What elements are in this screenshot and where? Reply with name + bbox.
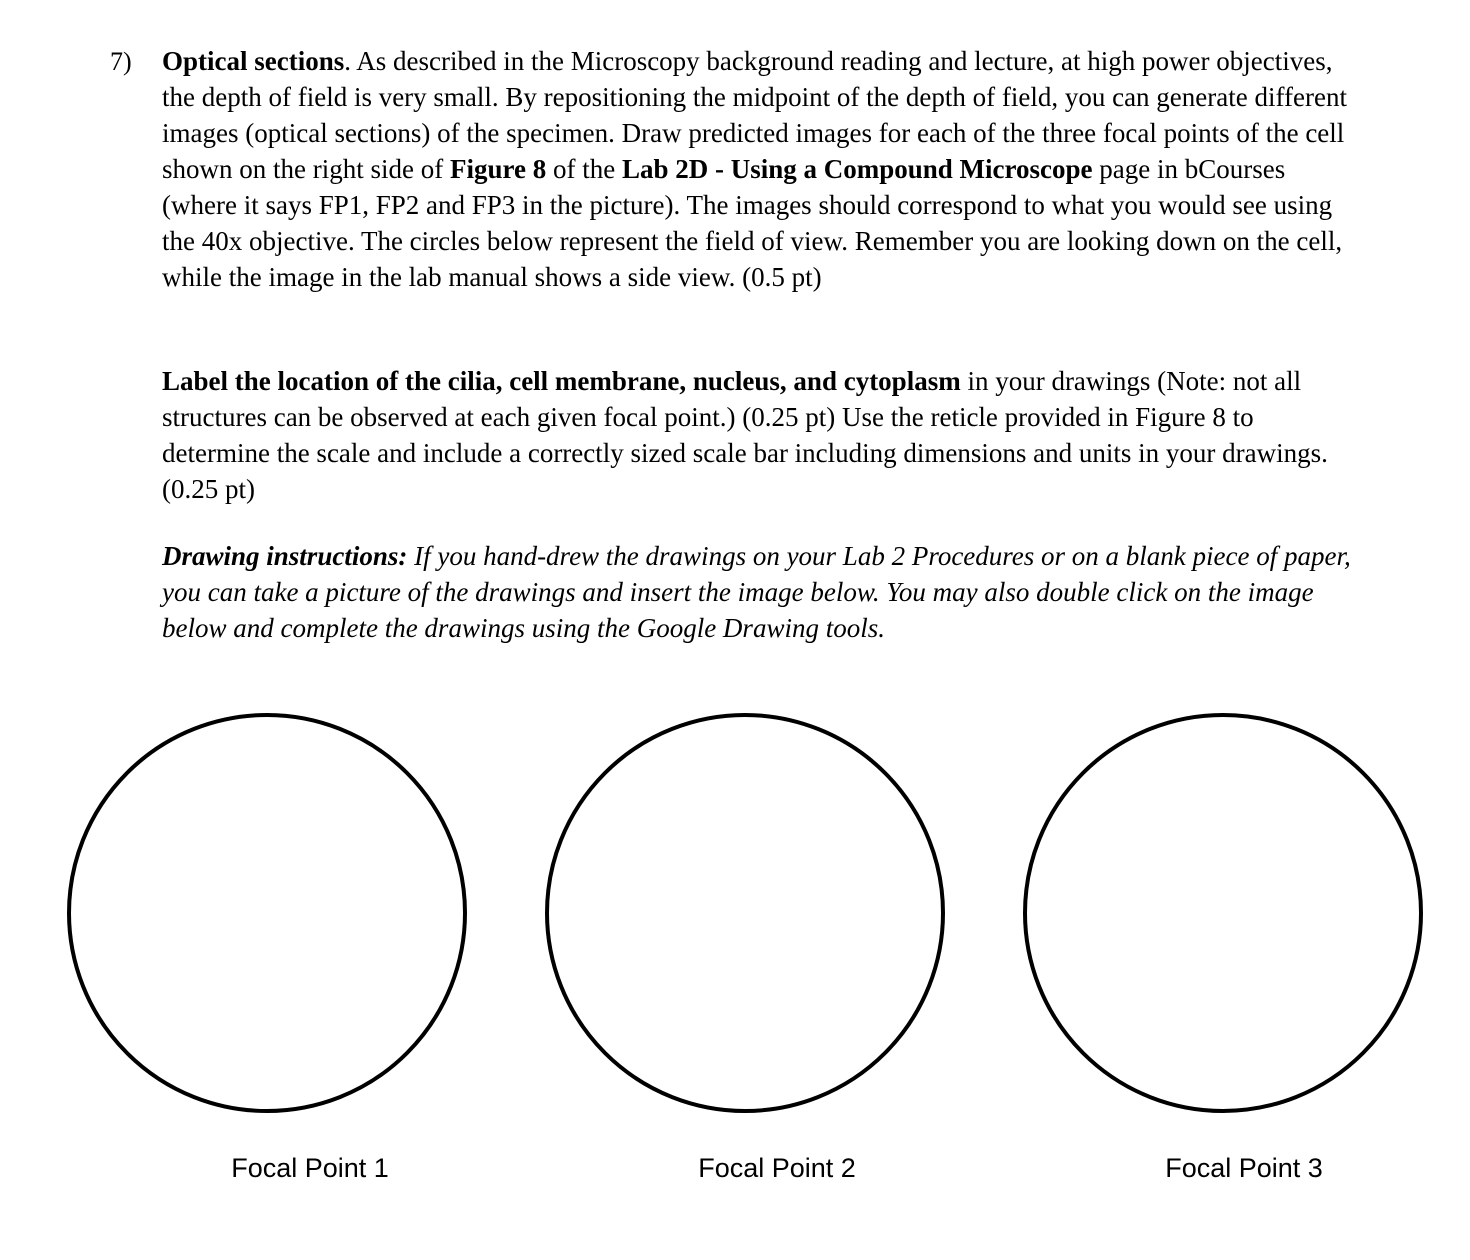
drawing-instructions — [162, 538, 1352, 646]
field-of-view-drawing[interactable] — [0, 700, 1470, 1130]
focal-point-1-label: Focal Point 1 — [231, 1153, 389, 1183]
focal-point-2-label: Focal Point 2 — [698, 1153, 856, 1183]
drawing-instructions-bold: Drawing instructions: — [162, 541, 408, 571]
intro-paragraph — [162, 43, 1352, 295]
intro-text-3: page in bCourses (where it says FP1, FP2 and FP3 in the picture). The images should correspond to what you would see using the 40x objective. The circles below represent the field of view. Remember you are looking down on the cell, while the image in the lab manual shows a side view. (0.5 pt) — [162, 154, 1343, 292]
lab-reference: Lab 2D - Using a Compound Microscope — [621, 154, 1093, 184]
field-of-view-circle-3[interactable] — [1025, 715, 1421, 1111]
drawing-instructions-text: If you hand-drew the drawings on your Lab 2 Procedures or on a blank piece of paper, you can take a picture of the drawings and insert the image below. You may also double click on the image below and complete the drawings using the Google Drawing tools. — [162, 541, 1351, 643]
drawing-area[interactable] — [0, 700, 1470, 1130]
label-paragraph-text: in your drawings (Note: not all structures can be observed at each given focal point.) (0.25 pt) Use the reticle provided in Figure 8 to determine the scale and include a correctly sized scale bar including dimensions and units in your drawings. (0.25 pt) — [162, 366, 1328, 504]
figure-reference: Figure 8 — [449, 154, 547, 184]
label-paragraph — [162, 363, 1352, 507]
intro-text-2: of the — [546, 154, 622, 184]
question-number: 7) — [110, 47, 132, 76]
intro-title: Optical sections — [162, 46, 345, 76]
focal-point-3-label: Focal Point 3 — [1165, 1153, 1323, 1183]
field-of-view-circle-1[interactable] — [69, 715, 465, 1111]
label-paragraph-bold: Label the location of the cilia, cell membrane, nucleus, and cytoplasm — [162, 366, 961, 396]
intro-text-1: . As described in the Microscopy background reading and lecture, at high power objectives, the depth of field is very small. By repositioning the midpoint of the depth of field, you can generate different images (optical sections) of the specimen. Draw predicted images for each of the three focal points of the cell shown on the right side of — [162, 46, 1347, 184]
field-of-view-circle-2[interactable] — [547, 715, 943, 1111]
